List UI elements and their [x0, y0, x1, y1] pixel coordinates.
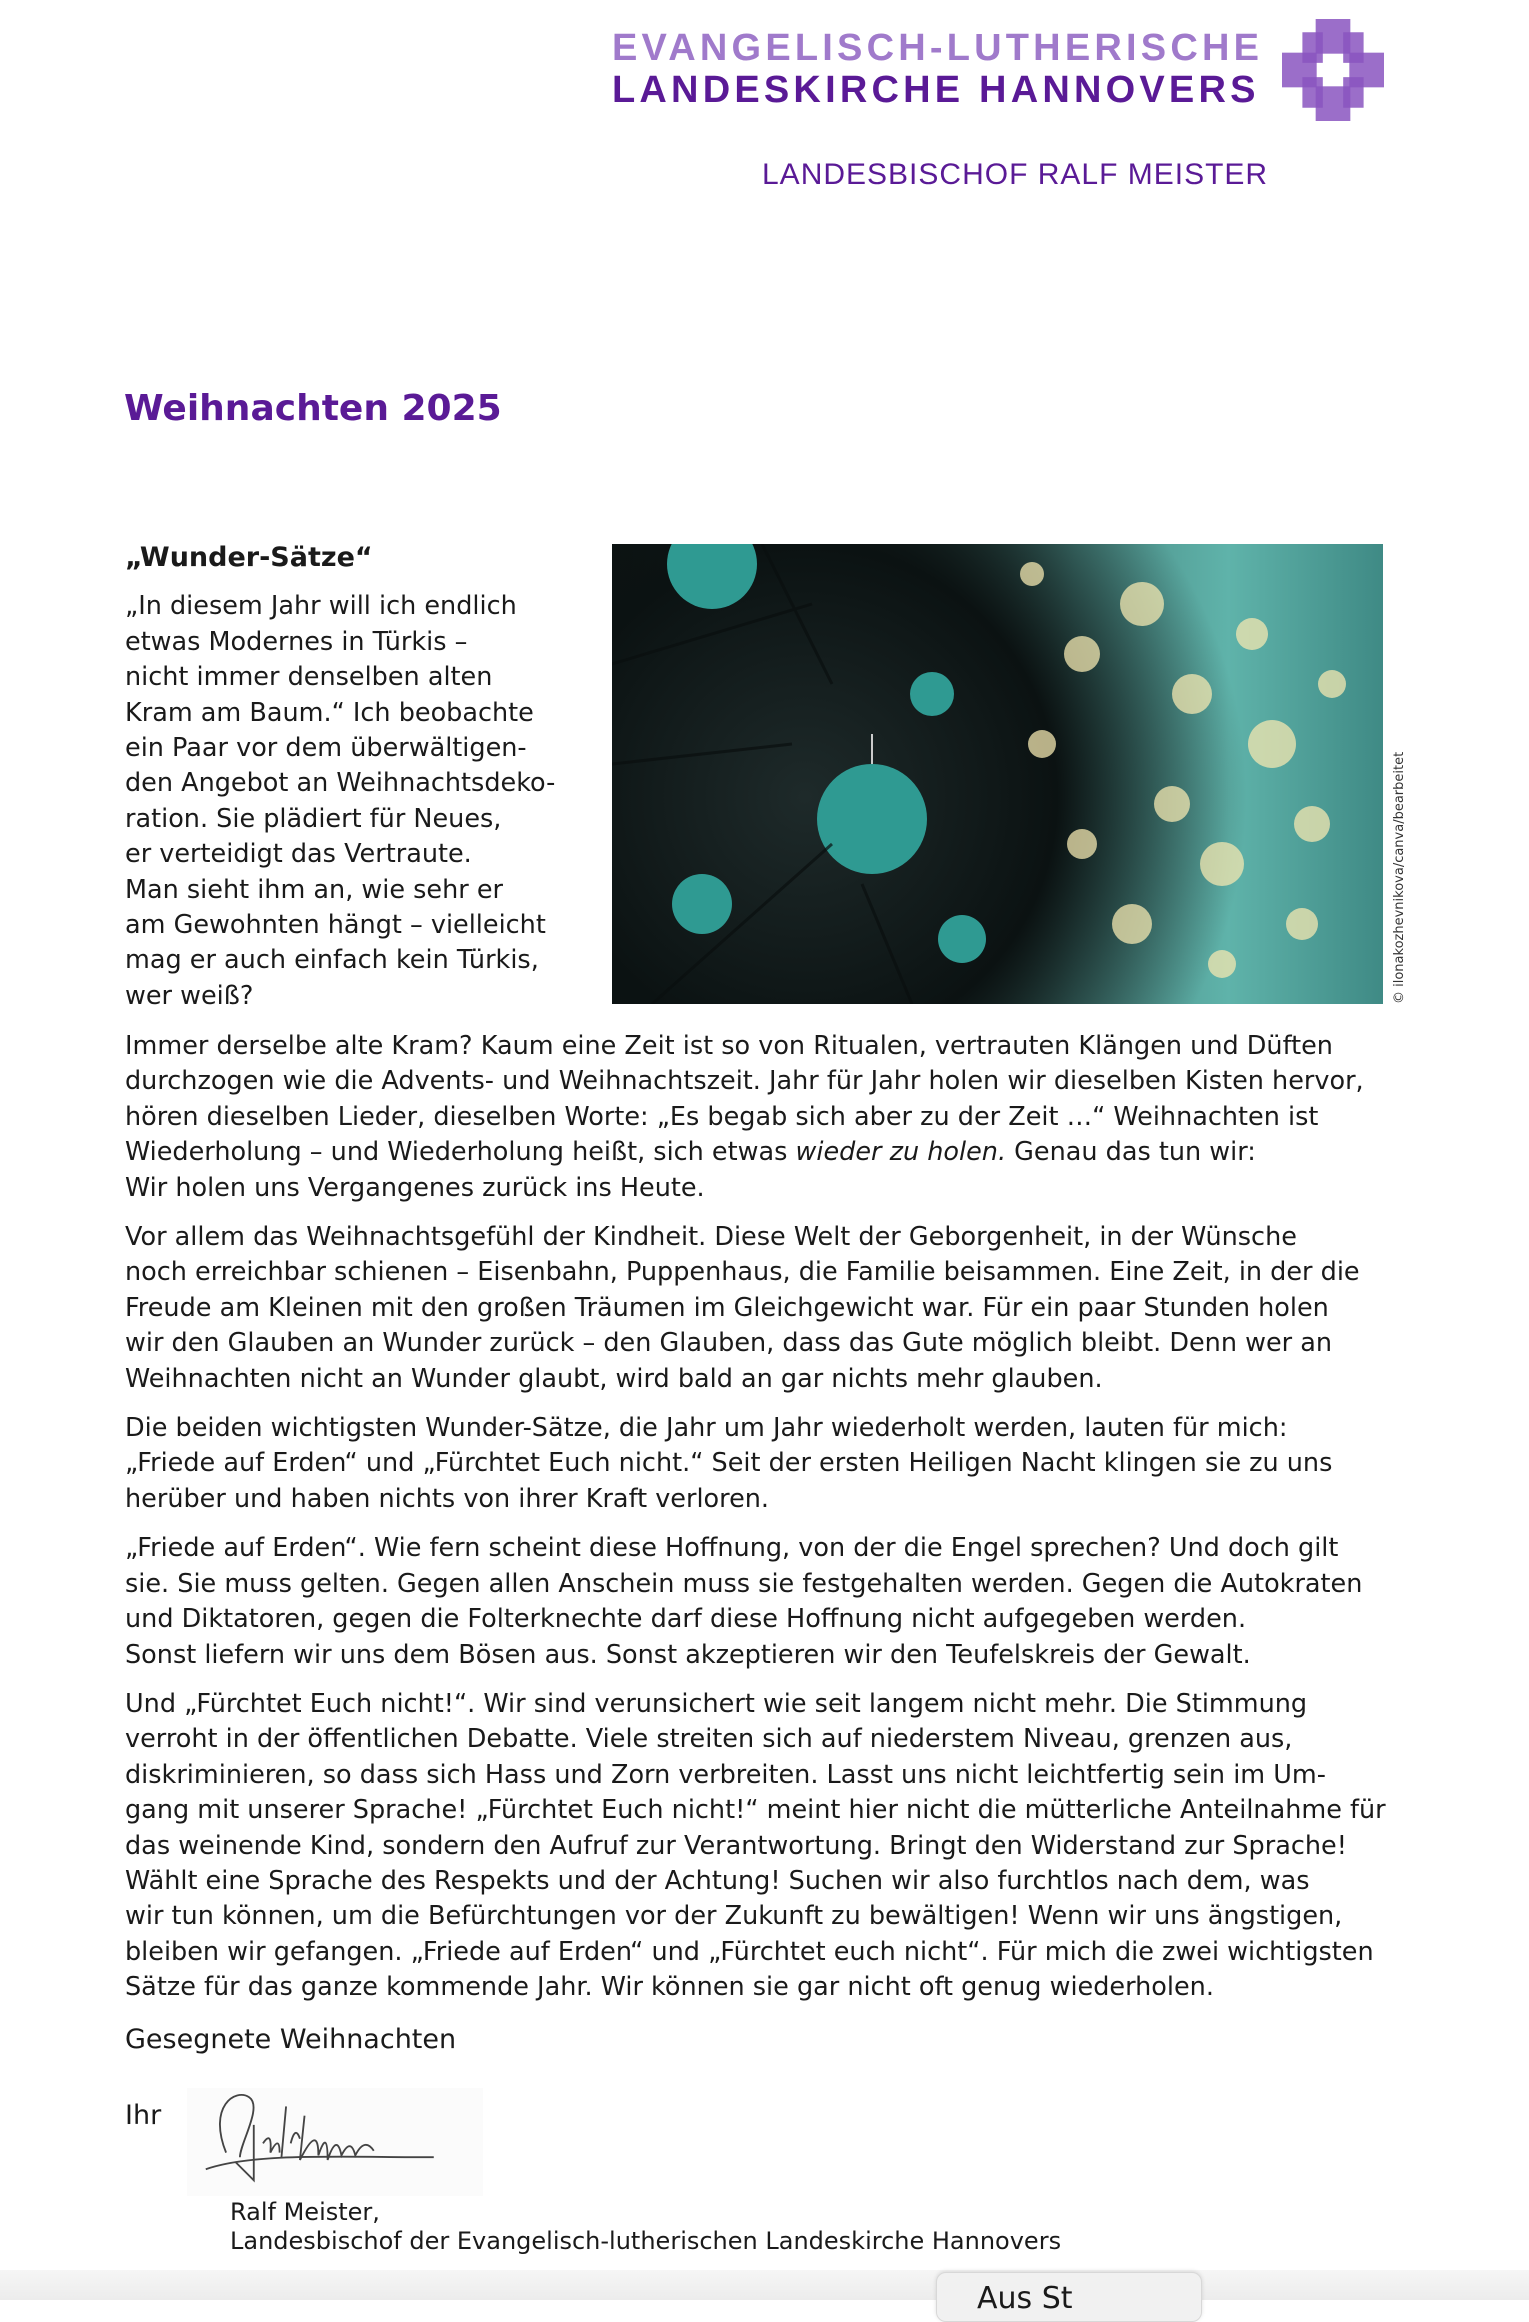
- christmas-ornament-photo: [612, 544, 1383, 1004]
- logo-line-1: EVANGELISCH-LUTHERISCHE: [612, 27, 1264, 69]
- text-line: Sonst liefern wir uns dem Bösen aus. Sonst akzeptieren wir den Teufelskreis der Gewalt.: [125, 1639, 1251, 1670]
- text-segment: Wiederholung – und Wiederholung heißt, sich etwas: [125, 1137, 796, 1168]
- text-line: ration. Sie plädiert für Neues,: [125, 803, 502, 834]
- text-line: das weinende Kind, sondern den Aufruf zur Verantwortung. Bringt den Widerstand zur Sprache!: [125, 1830, 1347, 1861]
- text-line: Weihnachten nicht an Wunder glaubt, wird bald an gar nichts mehr glauben.: [125, 1363, 1103, 1394]
- text-line: verroht in der öffentlichen Debatte. Viele streiten sich auf niederstem Niveau, grenzen aus,: [125, 1724, 1293, 1755]
- closing-ihr: Ihr: [125, 2100, 162, 2131]
- text-line: wer weiß?: [125, 980, 254, 1011]
- bottom-toolbar: [0, 2270, 1529, 2300]
- text-line: ein Paar vor dem überwältigen-: [125, 733, 527, 764]
- text-line: mag er auch einfach kein Türkis,: [125, 945, 539, 976]
- paragraph: [125, 1411, 1415, 1517]
- text-line: diskriminieren, so dass sich Hass und Zorn verbreiten. Lasst uns nicht leichtfertig sein im Um-: [125, 1759, 1326, 1790]
- text-line: „In diesem Jahr will ich endlich: [125, 591, 517, 622]
- text-line: er verteidigt das Vertraute.: [125, 839, 472, 870]
- text-line: Man sieht ihm an, wie sehr er: [125, 874, 504, 905]
- text-line: Sätze für das ganze kommende Jahr. Wir können sie gar nicht oft genug wiederholen.: [125, 1972, 1214, 2003]
- bishop-subtitle: LANDESBISCHOF RALF MEISTER: [762, 158, 1269, 191]
- text-line: am Gewohnten hängt – vielleicht: [125, 910, 546, 941]
- text-line: herüber und haben nichts von ihrer Kraft verloren.: [125, 1483, 770, 1514]
- paragraph: [125, 1687, 1415, 2006]
- text-line: Immer derselbe alte Kram? Kaum eine Zeit ist so von Ritualen, vertrauten Klängen und Düften: [125, 1031, 1333, 1061]
- paragraph: [125, 1531, 1415, 1673]
- letter-body: [125, 1029, 1415, 2020]
- signatory: [230, 2198, 1061, 2256]
- intro-column: [125, 540, 555, 1014]
- handwritten-signature: [187, 2088, 483, 2196]
- popup-button[interactable]: Aus St: [936, 2272, 1202, 2322]
- text-line: Vor allem das Weihnachtsgefühl der Kindheit. Diese Welt der Geborgenheit, in der Wünsche: [125, 1222, 1297, 1253]
- signatory-name: Ralf Meister,: [230, 2198, 380, 2226]
- paragraph: [125, 1220, 1415, 1397]
- text-line: Wählt eine Sprache des Respekts und der Achtung! Suchen wir also furchtlos nach dem, was: [125, 1865, 1310, 1896]
- text-line: Kram am Baum.“ Ich beobachte: [125, 697, 534, 728]
- text-line: hören dieselben Lieder, dieselben Worte: „Es begab sich aber zu der Zeit …“ Weihnachten ist: [125, 1101, 1319, 1132]
- text-line: etwas Modernes in Türkis –: [125, 626, 468, 657]
- text-line: wir den Glauben an Wunder zurück – den Glauben, dass das Gute möglich bleibt. Denn wer an: [125, 1328, 1333, 1359]
- intro-text: [125, 589, 555, 1014]
- text-line: [125, 1135, 1415, 1170]
- page-title: Weihnachten 2025: [124, 388, 502, 429]
- photo-credit: © ilonakozhevnikova/canva/bearbeitet: [1392, 751, 1407, 1004]
- text-line: Die beiden wichtigsten Wunder-Sätze, die Jahr um Jahr wiederholt werden, lauten für mich:: [125, 1413, 1288, 1444]
- text-line: Freude am Kleinen mit den großen Träumen im Gleichgewicht war. Für ein paar Stunden holen: [125, 1292, 1329, 1323]
- text-line: nicht immer denselben alten: [125, 662, 493, 693]
- text-line: durchzogen wie die Advents- und Weihnachtszeit. Jahr für Jahr holen wir dieselben Kisten hervor,: [125, 1066, 1364, 1097]
- signatory-role: Landesbischof der Evangelisch-lutherischen Landeskirche Hannovers: [230, 2227, 1062, 2255]
- paragraph: [125, 1029, 1415, 1206]
- text-line: „Friede auf Erden“. Wie fern scheint diese Hoffnung, von der die Engel sprechen? Und doch gilt: [125, 1533, 1339, 1564]
- church-cross-logo-icon: [1282, 19, 1384, 121]
- text-segment: Genau das tun wir:: [1006, 1137, 1256, 1168]
- text-line: wir tun können, um die Befürchtungen vor der Zukunft zu bewältigen! Wenn wir uns ängstigen,: [125, 1901, 1343, 1932]
- text-line: Wir holen uns Vergangenes zurück ins Heute.: [125, 1172, 705, 1203]
- text-line: noch erreichbar schienen – Eisenbahn, Puppenhaus, die Familie beisammen. Eine Zeit, in der die: [125, 1257, 1360, 1288]
- text-line: „Friede auf Erden“ und „Fürchtet Euch nicht.“ Seit der ersten Heiligen Nacht klingen sie zu uns: [125, 1448, 1333, 1479]
- text-line: bleiben wir gefangen. „Friede auf Erden“ und „Fürchtet euch nicht“. Für mich die zwei wichtigsten: [125, 1936, 1374, 1967]
- greeting: Gesegnete Weihnachten: [125, 2024, 457, 2055]
- section-heading: „Wunder-Sätze“: [125, 542, 373, 573]
- text-line: gang mit unserer Sprache! „Fürchtet Euch nicht!“ meint hier nicht die mütterliche Anteilnahme für: [125, 1795, 1386, 1826]
- text-line: den Angebot an Weihnachtsdeko-: [125, 768, 556, 799]
- text-line: und Diktatoren, gegen die Folterknechte darf diese Hoffnung nicht aufgegeben werden.: [125, 1604, 1247, 1635]
- text-line: sie. Sie muss gelten. Gegen allen Anschein muss sie festgehalten werden. Gegen die Autokraten: [125, 1568, 1363, 1599]
- logo-line-2: LANDESKIRCHE HANNOVERS: [612, 69, 1260, 111]
- emphasis: wieder zu holen.: [795, 1137, 1007, 1168]
- bokeh-lights: [612, 544, 1383, 1004]
- text-line: Und „Fürchtet Euch nicht!“. Wir sind verunsichert wie seit langem nicht mehr. Die Stimmung: [125, 1688, 1308, 1719]
